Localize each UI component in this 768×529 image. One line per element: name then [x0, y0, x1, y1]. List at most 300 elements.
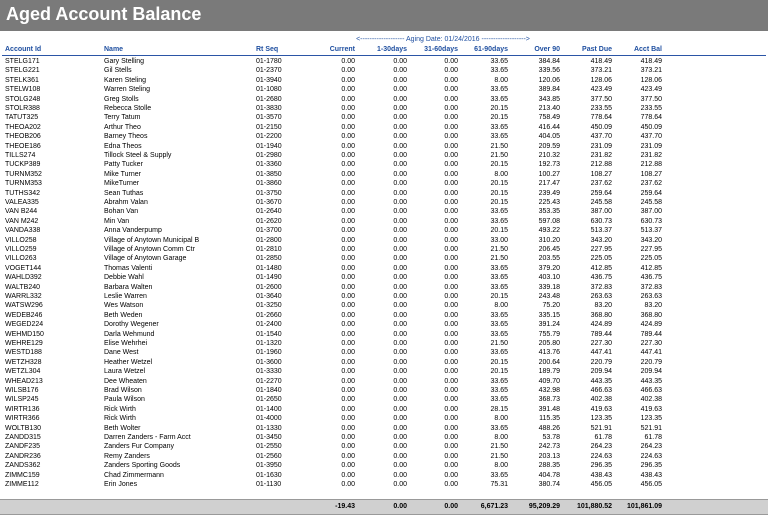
cell-31-60days: 0.00 — [444, 274, 458, 282]
cell-rt-seq: 01-1480 — [256, 264, 282, 272]
cell-past-due: 264.23 — [590, 443, 612, 451]
cell-rt-seq: 01-3670 — [256, 199, 282, 206]
table-row — [0, 349, 768, 358]
cell-past-due: 209.94 — [590, 368, 612, 376]
cell-acct-bal: 513.37 — [640, 227, 662, 235]
table-row — [0, 124, 768, 133]
cell-name: Rick Wirth — [104, 405, 136, 413]
table-row — [0, 481, 768, 490]
cell-account-id: STELK361 — [5, 76, 39, 84]
cell-1-30days: 0.00 — [393, 415, 407, 423]
cell-past-due: 423.49 — [590, 86, 612, 94]
cell-over-90: 755.79 — [538, 330, 560, 338]
cell-account-id: WIRTR366 — [5, 415, 40, 423]
cell-current: 0.00 — [341, 217, 355, 225]
cell-name: Erin Jones — [104, 481, 138, 488]
cell-over-90: 353.35 — [538, 208, 560, 216]
cell-acct-bal: 259.64 — [640, 189, 662, 197]
table-row — [0, 378, 768, 387]
cell-current: 0.00 — [341, 86, 355, 94]
cell-61-90days: 21.50 — [490, 452, 508, 460]
total-over-90: 95,209.29 — [528, 503, 560, 510]
cell-account-id: TUTHS342 — [5, 189, 41, 197]
cell-past-due: 245.58 — [590, 199, 612, 206]
table-row — [0, 227, 768, 236]
cell-acct-bal: 412.85 — [640, 264, 662, 272]
cell-rt-seq: 01-2370 — [256, 67, 282, 75]
cell-1-30days: 0.00 — [393, 321, 407, 329]
cell-31-60days: 0.00 — [444, 246, 458, 253]
cell-61-90days: 33.65 — [490, 133, 508, 141]
cell-over-90: 100.27 — [538, 170, 560, 178]
cell-past-due: 227.30 — [590, 340, 612, 347]
cell-31-60days: 0.00 — [444, 105, 458, 112]
cell-over-90: 758.49 — [538, 114, 560, 122]
cell-rt-seq: 01-3570 — [256, 114, 282, 122]
cell-61-90days: 33.65 — [490, 67, 508, 75]
cell-rt-seq: 01-2980 — [256, 152, 282, 159]
cell-1-30days: 0.00 — [393, 387, 407, 394]
cell-past-due: 128.06 — [590, 76, 612, 84]
cell-account-id: ZANDF235 — [5, 443, 41, 451]
cell-1-30days: 0.00 — [393, 76, 407, 84]
cell-current: 0.00 — [341, 293, 355, 300]
cell-over-90: 200.64 — [538, 358, 560, 366]
table-row — [0, 180, 768, 189]
cell-rt-seq: 01-1490 — [256, 274, 282, 282]
cell-1-30days: 0.00 — [393, 462, 407, 470]
cell-acct-bal: 521.91 — [640, 424, 662, 432]
cell-acct-bal: 245.58 — [640, 199, 662, 206]
cell-rt-seq: 01-2550 — [256, 443, 282, 451]
table-row — [0, 472, 768, 481]
cell-acct-bal: 373.21 — [640, 67, 662, 75]
table-row — [0, 77, 768, 86]
cell-61-90days: 20.15 — [490, 189, 508, 197]
cell-61-90days: 33.65 — [490, 208, 508, 216]
cell-current: 0.00 — [341, 95, 355, 103]
cell-name: Heather Wetzel — [104, 358, 153, 366]
cell-name: Zanders Fur Company — [104, 443, 175, 451]
cell-61-90days: 33.65 — [490, 283, 508, 291]
cell-31-60days: 0.00 — [444, 208, 458, 216]
col-header-current: Current — [329, 46, 355, 53]
cell-rt-seq: 01-3860 — [256, 180, 282, 188]
cell-61-90days: 8.00 — [494, 462, 508, 470]
cell-rt-seq: 01-3360 — [256, 161, 282, 169]
table-row — [0, 340, 768, 349]
cell-past-due: 237.62 — [590, 180, 612, 188]
cell-current: 0.00 — [341, 311, 355, 319]
cell-over-90: 416.44 — [538, 123, 560, 131]
cell-name: Debbie Wahl — [104, 274, 144, 282]
cell-over-90: 493.22 — [538, 227, 560, 235]
cell-over-90: 368.73 — [538, 396, 560, 404]
cell-1-30days: 0.00 — [393, 349, 407, 357]
cell-1-30days: 0.00 — [393, 170, 407, 178]
cell-1-30days: 0.00 — [393, 481, 407, 488]
cell-account-id: WESTD188 — [5, 349, 42, 357]
cell-31-60days: 0.00 — [444, 443, 458, 451]
cell-acct-bal: 128.06 — [640, 76, 662, 84]
cell-31-60days: 0.00 — [444, 321, 458, 329]
cell-acct-bal: 233.55 — [640, 105, 662, 112]
total-past-due: 101,880.52 — [576, 503, 612, 510]
cell-current: 0.00 — [341, 199, 355, 206]
cell-current: 0.00 — [341, 415, 355, 423]
cell-past-due: 419.63 — [590, 405, 612, 413]
cell-name: Leslie Warren — [104, 293, 147, 300]
cell-past-due: 789.44 — [590, 330, 612, 338]
cell-acct-bal: 447.41 — [640, 349, 662, 357]
cell-61-90days: 21.50 — [490, 340, 508, 347]
cell-31-60days: 0.00 — [444, 58, 458, 65]
cell-acct-bal: 231.82 — [640, 152, 662, 159]
cell-31-60days: 0.00 — [444, 95, 458, 103]
cell-acct-bal: 212.88 — [640, 161, 662, 169]
table-row — [0, 190, 768, 199]
cell-account-id: STELG171 — [5, 58, 40, 65]
cell-1-30days: 0.00 — [393, 236, 407, 244]
cell-1-30days: 0.00 — [393, 217, 407, 225]
cell-account-id: VAN B244 — [5, 208, 38, 216]
cell-over-90: 339.56 — [538, 67, 560, 75]
cell-account-id: WETZH328 — [5, 358, 42, 366]
cell-31-60days: 0.00 — [444, 349, 458, 357]
table-row — [0, 218, 768, 227]
cell-31-60days: 0.00 — [444, 236, 458, 244]
table-row — [0, 86, 768, 95]
cell-31-60days: 0.00 — [444, 405, 458, 413]
cell-rt-seq: 01-1540 — [256, 330, 282, 338]
table-row — [0, 284, 768, 293]
cell-rt-seq: 01-2640 — [256, 208, 282, 216]
cell-current: 0.00 — [341, 330, 355, 338]
cell-1-30days: 0.00 — [393, 340, 407, 347]
cell-rt-seq: 01-3250 — [256, 302, 282, 310]
cell-current: 0.00 — [341, 264, 355, 272]
cell-1-30days: 0.00 — [393, 208, 407, 216]
cell-over-90: 288.35 — [538, 462, 560, 470]
cell-past-due: 108.27 — [590, 170, 612, 178]
cell-current: 0.00 — [341, 67, 355, 75]
cell-account-id: STELW108 — [5, 86, 41, 94]
cell-past-due: 424.89 — [590, 321, 612, 329]
cell-over-90: 53.78 — [542, 434, 560, 441]
cell-1-30days: 0.00 — [393, 424, 407, 432]
cell-rt-seq: 01-3450 — [256, 434, 282, 441]
table-row — [0, 368, 768, 377]
cell-rt-seq: 01-1130 — [256, 481, 282, 488]
cell-1-30days: 0.00 — [393, 405, 407, 413]
cell-acct-bal: 237.62 — [640, 180, 662, 188]
cell-account-id: STOLG248 — [5, 95, 41, 103]
cell-over-90: 404.78 — [538, 471, 560, 479]
cell-1-30days: 0.00 — [393, 358, 407, 366]
cell-current: 0.00 — [341, 481, 355, 488]
cell-current: 0.00 — [341, 170, 355, 178]
cell-rt-seq: 01-4000 — [256, 415, 282, 423]
cell-past-due: 377.50 — [590, 95, 612, 103]
cell-current: 0.00 — [341, 471, 355, 479]
cell-account-id: ZANDR236 — [5, 452, 41, 460]
cell-61-90days: 21.50 — [490, 246, 508, 253]
cell-61-90days: 20.15 — [490, 105, 508, 112]
cell-1-30days: 0.00 — [393, 452, 407, 460]
cell-account-id: WAHLD392 — [5, 274, 42, 282]
cell-31-60days: 0.00 — [444, 293, 458, 300]
cell-1-30days: 0.00 — [393, 114, 407, 122]
cell-account-id: WATSW296 — [5, 302, 43, 310]
cell-61-90days: 8.00 — [494, 76, 508, 84]
cell-over-90: 404.05 — [538, 133, 560, 141]
cell-past-due: 296.35 — [590, 462, 612, 470]
cell-current: 0.00 — [341, 180, 355, 188]
cell-61-90days: 20.15 — [490, 161, 508, 169]
cell-name: Dorothy Wegener — [104, 321, 159, 329]
cell-31-60days: 0.00 — [444, 387, 458, 394]
cell-name: Remy Zanders — [104, 452, 150, 460]
cell-acct-bal: 630.73 — [640, 217, 662, 225]
cell-name: Zanders Sporting Goods — [104, 462, 181, 470]
cell-account-id: VILLO258 — [5, 236, 37, 244]
cell-past-due: 233.55 — [590, 105, 612, 112]
cell-account-id: STELG221 — [5, 67, 40, 75]
cell-over-90: 335.15 — [538, 311, 560, 319]
cell-31-60days: 0.00 — [444, 152, 458, 159]
cell-account-id: VOGET144 — [5, 264, 42, 272]
cell-account-id: VILLO263 — [5, 255, 37, 263]
cell-1-30days: 0.00 — [393, 123, 407, 131]
cell-over-90: 384.84 — [538, 58, 560, 65]
cell-1-30days: 0.00 — [393, 368, 407, 376]
cell-past-due: 225.05 — [590, 255, 612, 263]
cell-account-id: ZANDD315 — [5, 434, 41, 441]
cell-past-due: 443.35 — [590, 377, 612, 385]
cell-acct-bal: 264.23 — [640, 443, 662, 451]
cell-past-due: 368.80 — [590, 311, 612, 319]
cell-name: Anna Vanderpump — [104, 227, 162, 235]
cell-name: Chad Zimmermann — [104, 471, 164, 479]
cell-61-90days: 8.00 — [494, 170, 508, 178]
cell-over-90: 120.06 — [538, 76, 560, 84]
cell-current: 0.00 — [341, 321, 355, 329]
cell-current: 0.00 — [341, 105, 355, 112]
cell-over-90: 432.98 — [538, 387, 560, 394]
cell-rt-seq: 01-3830 — [256, 105, 282, 112]
cell-past-due: 466.63 — [590, 387, 612, 394]
cell-rt-seq: 01-1960 — [256, 349, 282, 357]
cell-past-due: 231.82 — [590, 152, 612, 159]
cell-name: Village of Anytown Comm Ctr — [104, 246, 195, 253]
cell-current: 0.00 — [341, 283, 355, 291]
totals-bar — [0, 499, 768, 515]
cell-acct-bal: 456.05 — [640, 481, 662, 488]
cell-name: Thomas Valenti — [104, 264, 153, 272]
cell-1-30days: 0.00 — [393, 311, 407, 319]
cell-account-id: TATUT325 — [5, 114, 39, 122]
cell-31-60days: 0.00 — [444, 199, 458, 206]
cell-past-due: 521.91 — [590, 424, 612, 432]
cell-name: Terry Tatum — [104, 114, 141, 122]
cell-1-30days: 0.00 — [393, 199, 407, 206]
cell-past-due: 412.85 — [590, 264, 612, 272]
cell-31-60days: 0.00 — [444, 424, 458, 432]
cell-acct-bal: 209.94 — [640, 368, 662, 376]
cell-61-90days: 33.65 — [490, 123, 508, 131]
cell-rt-seq: 01-3700 — [256, 227, 282, 235]
cell-61-90days: 33.65 — [490, 471, 508, 479]
cell-rt-seq: 01-3640 — [256, 293, 282, 300]
cell-name: Elise Wehrhei — [104, 340, 148, 347]
total-61-90days: 6,671.23 — [480, 503, 508, 510]
cell-account-id: WEGED224 — [5, 321, 44, 329]
cell-current: 0.00 — [341, 208, 355, 216]
cell-61-90days: 33.65 — [490, 349, 508, 357]
cell-1-30days: 0.00 — [393, 105, 407, 112]
cell-name: Edna Theos — [104, 142, 142, 150]
cell-61-90days: 20.15 — [490, 180, 508, 188]
cell-over-90: 206.45 — [538, 246, 560, 253]
cell-past-due: 438.43 — [590, 471, 612, 479]
cell-name: Gary Stelling — [104, 58, 145, 65]
cell-over-90: 203.55 — [538, 255, 560, 263]
cell-31-60days: 0.00 — [444, 368, 458, 376]
cell-31-60days: 0.00 — [444, 311, 458, 319]
cell-rt-seq: 01-2600 — [256, 283, 282, 291]
col-header-acct-bal: Acct Bal — [633, 46, 662, 53]
cell-account-id: TUCKP389 — [5, 161, 41, 169]
cell-account-id: WEHRE129 — [5, 340, 43, 347]
cell-over-90: 192.73 — [538, 161, 560, 169]
cell-61-90days: 33.65 — [490, 95, 508, 103]
cell-31-60days: 0.00 — [444, 142, 458, 150]
cell-acct-bal: 424.89 — [640, 321, 662, 329]
total-1-30days: 0.00 — [393, 503, 407, 510]
cell-account-id: WIRTR136 — [5, 405, 40, 413]
cell-name: Dee Wheaten — [104, 377, 147, 385]
cell-acct-bal: 225.05 — [640, 255, 662, 263]
cell-acct-bal: 263.63 — [640, 293, 662, 300]
header-rule — [2, 55, 766, 56]
cell-over-90: 209.59 — [538, 142, 560, 150]
cell-past-due: 227.95 — [590, 246, 612, 253]
cell-31-60days: 0.00 — [444, 377, 458, 385]
table-row — [0, 152, 768, 161]
cell-past-due: 778.64 — [590, 114, 612, 122]
cell-account-id: WETZL304 — [5, 368, 41, 376]
cell-acct-bal: 438.43 — [640, 471, 662, 479]
table-row — [0, 199, 768, 208]
cell-name: Patty Tucker — [104, 161, 143, 169]
table-row — [0, 293, 768, 302]
cell-over-90: 413.76 — [538, 349, 560, 357]
table-row — [0, 321, 768, 330]
cell-account-id: WILSP245 — [5, 396, 39, 404]
cell-rt-seq: 01-2270 — [256, 377, 282, 385]
cell-61-90days: 33.65 — [490, 274, 508, 282]
col-header-account-id: Account Id — [5, 46, 42, 53]
cell-current: 0.00 — [341, 443, 355, 451]
cell-past-due: 402.38 — [590, 396, 612, 404]
cell-61-90days: 20.15 — [490, 358, 508, 366]
cell-61-90days: 8.00 — [494, 302, 508, 310]
cell-1-30days: 0.00 — [393, 434, 407, 441]
cell-rt-seq: 01-3750 — [256, 189, 282, 197]
cell-acct-bal: 778.64 — [640, 114, 662, 122]
table-row — [0, 406, 768, 415]
cell-31-60days: 0.00 — [444, 471, 458, 479]
cell-acct-bal: 231.09 — [640, 142, 662, 150]
cell-1-30days: 0.00 — [393, 58, 407, 65]
cell-31-60days: 0.00 — [444, 255, 458, 263]
cell-over-90: 403.10 — [538, 274, 560, 282]
cell-current: 0.00 — [341, 255, 355, 263]
cell-account-id: THEOE186 — [5, 142, 41, 150]
report-title: Aged Account Balance — [6, 4, 202, 24]
cell-acct-bal: 368.80 — [640, 311, 662, 319]
table-row — [0, 359, 768, 368]
cell-acct-bal: 227.95 — [640, 246, 662, 253]
table-row — [0, 67, 768, 76]
cell-over-90: 380.74 — [538, 481, 560, 488]
cell-61-90days: 33.65 — [490, 58, 508, 65]
cell-account-id: WEHMD150 — [5, 330, 44, 338]
cell-name: Beth Wolter — [104, 424, 141, 432]
cell-1-30days: 0.00 — [393, 264, 407, 272]
cell-acct-bal: 220.79 — [640, 358, 662, 366]
cell-past-due: 387.00 — [590, 208, 612, 216]
cell-account-id: TURNM352 — [5, 170, 42, 178]
cell-account-id: WARRL332 — [5, 293, 42, 300]
cell-over-90: 203.13 — [538, 452, 560, 460]
cell-acct-bal: 466.63 — [640, 387, 662, 394]
cell-rt-seq: 01-1080 — [256, 86, 282, 94]
cell-past-due: 456.05 — [590, 481, 612, 488]
table-row — [0, 453, 768, 462]
col-header-1-30days: 1-30days — [377, 46, 407, 53]
cell-name: Bohan Van — [104, 208, 139, 216]
cell-1-30days: 0.00 — [393, 471, 407, 479]
cell-rt-seq: 01-2810 — [256, 246, 282, 253]
cell-past-due: 513.37 — [590, 227, 612, 235]
cell-account-id: TURNM353 — [5, 180, 42, 188]
cell-past-due: 123.35 — [590, 415, 612, 423]
cell-rt-seq: 01-2620 — [256, 217, 282, 225]
cell-over-90: 189.79 — [538, 368, 560, 376]
cell-name: Village of Anytown Municipal B — [104, 236, 200, 244]
cell-acct-bal: 789.44 — [640, 330, 662, 338]
cell-current: 0.00 — [341, 189, 355, 197]
cell-account-id: WOLTB130 — [5, 424, 42, 432]
cell-1-30days: 0.00 — [393, 67, 407, 75]
cell-acct-bal: 436.75 — [640, 274, 662, 282]
table-row — [0, 312, 768, 321]
cell-61-90days: 33.65 — [490, 321, 508, 329]
table-row — [0, 274, 768, 283]
cell-name: Darla Wehmund — [104, 330, 155, 338]
cell-current: 0.00 — [341, 405, 355, 413]
cell-61-90days: 20.15 — [490, 114, 508, 122]
table-row — [0, 434, 768, 443]
cell-current: 0.00 — [341, 462, 355, 470]
cell-rt-seq: 01-3940 — [256, 76, 282, 84]
cell-1-30days: 0.00 — [393, 396, 407, 404]
cell-61-90days: 33.65 — [490, 424, 508, 432]
cell-31-60days: 0.00 — [444, 481, 458, 488]
cell-rt-seq: 01-3850 — [256, 170, 282, 178]
cell-current: 0.00 — [341, 227, 355, 235]
